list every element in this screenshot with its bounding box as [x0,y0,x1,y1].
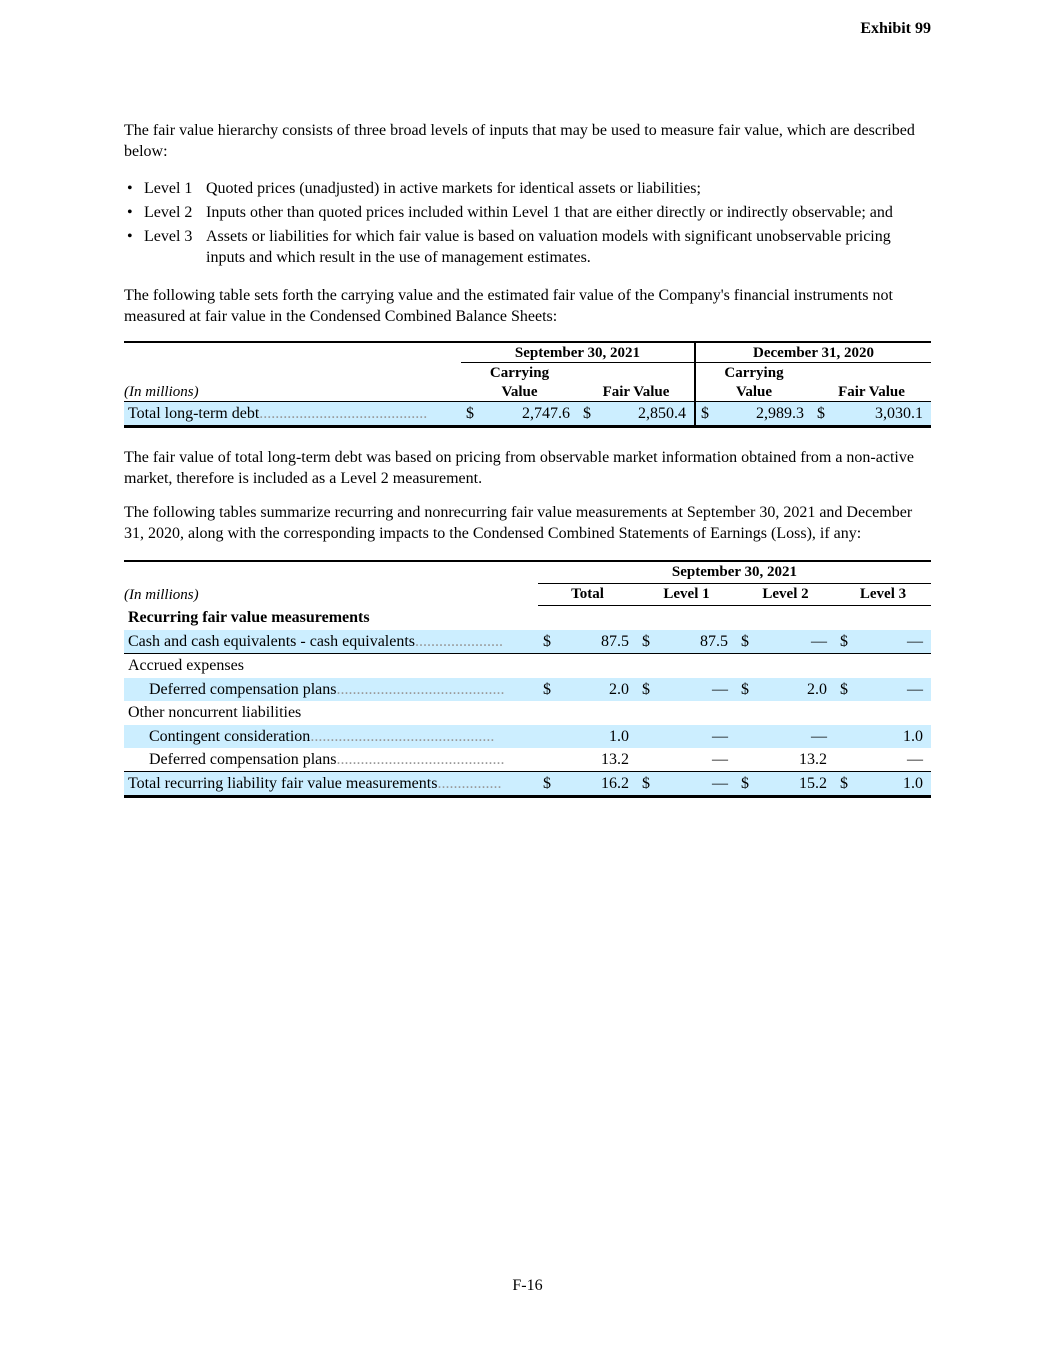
currency-symbol: $ [637,772,659,797]
currency-symbol: $ [736,678,758,701]
exhibit-label: Exhibit 99 [860,20,931,37]
long-term-debt-table [124,341,931,428]
value-level-2: — [758,725,835,748]
col-fair-value: Fair Value [602,383,670,400]
bullet-level-1 [124,178,931,199]
units-label: (In millions) [124,384,199,400]
leader-dots: ................ [437,775,502,792]
bullet-text: Inputs other than quoted prices included within Level 1 that are either directly or indirectly observable; and [206,204,893,221]
col-total: Total [538,584,637,606]
currency-symbol: $ [835,630,857,654]
table-row-cash-equivalents [124,630,931,654]
value-fair-2021: 2,850.4 [600,402,695,427]
row-label: Total long-term debt [128,405,260,422]
leader-dots: ...................... [415,633,504,650]
bullet-text: Quoted prices (unadjusted) in active markets for identical assets or liabilities; [206,180,701,197]
value-level-2: 13.2 [799,751,827,768]
units-label: (In millions) [124,586,199,603]
row-label: Total recurring liability fair value measurements [128,775,438,792]
section-row-other-noncurrent [124,701,931,725]
leader-dots: .............................................. [310,728,495,745]
section-title: Recurring fair value measurements [128,609,370,626]
section-row-recurring [124,606,931,631]
bullet-dot: • [127,180,133,197]
fair-value-measurements-table [124,560,931,798]
col-carrying-line2: Value [695,382,812,402]
bullet-level-2 [124,202,931,223]
currency-symbol: $ [461,402,483,427]
row-label: Cash and cash equivalents - cash equivalents [128,633,416,650]
leader-dots: .......................................... [336,751,505,768]
table-row-total-recurring [124,772,931,797]
currency-symbol: $ [695,402,717,427]
paragraph-table2-intro: The following tables summarize recurring and nonrecurring fair value measurements at September 30, 2021 and December 31, 2020, along with the corresponding impacts to the Condensed Combined Statements of Earnings (Loss), if any: [124,504,913,542]
col-level-3: Level 3 [835,584,931,606]
currency-symbol: $ [637,678,659,701]
bullet-level-name: Level 1 [144,180,193,197]
section-row-accrued [124,654,931,679]
table-row-total-long-term-debt [124,402,931,427]
col-level-2: Level 2 [736,584,835,606]
col-carrying-line2: Value [501,383,538,400]
bullet-text: Assets or liabilities for which fair value is based on valuation models with significant unobservable pricing inputs and which result in the use of management estimates. [206,228,891,266]
value-level-3: — [907,751,923,768]
page-number: F-16 [512,1277,543,1294]
value-total: 2.0 [560,678,637,701]
currency-symbol: $ [637,630,659,654]
value-level-3: 1.0 [857,725,931,748]
value-level-1: — [659,725,736,748]
value-level-2: 15.2 [758,772,835,797]
currency-symbol: $ [538,630,560,654]
row-label: Other noncurrent liabilities [128,704,302,721]
bullet-level-name: Level 3 [144,228,193,245]
value-level-2: 2.0 [758,678,835,701]
value-total: 13.2 [601,751,629,768]
leader-dots: .......................................... [259,405,428,422]
row-label: Accrued expenses [128,657,244,674]
paragraph-hierarchy-intro: The fair value hierarchy consists of three broad levels of inputs that may be used to measure fair value, which are described below: [124,122,915,160]
value-level-3: — [857,630,931,654]
paragraph-debt-fair-value: The fair value of total long-term debt was based on pricing from observable market information obtained from a non-active market, therefore is included as a Level 2 measurement. [124,449,914,487]
currency-symbol: $ [538,772,560,797]
col-level-1: Level 1 [637,584,736,606]
col-fair-value: Fair Value [838,383,905,400]
col-carrying-line1: Carrying [695,363,812,383]
bullet-level-name: Level 2 [144,204,193,221]
col-carrying-line1: Carrying [489,364,550,381]
currency-symbol: $ [736,630,758,654]
value-carrying-2021: 2,747.6 [483,402,578,427]
row-label: Deferred compensation plans [149,681,337,698]
row-label: Deferred compensation plans [149,751,337,768]
value-carrying-2020: 2,989.3 [717,402,812,427]
row-label: Contingent consideration [149,728,311,745]
document-body [124,120,931,798]
currency-symbol: $ [835,772,857,797]
value-level-2: — [758,630,835,654]
value-level-1: 87.5 [659,630,736,654]
paragraph-table1-intro: The following table sets forth the carrying value and the estimated fair value of the Company's financial instruments not measured at fair value in the Condensed Combined Balance Sheets: [124,287,893,325]
value-fair-2020: 3,030.1 [834,402,931,427]
value-level-1: — [659,678,736,701]
leader-dots: .......................................... [336,681,505,698]
table-row-deferred-comp-accrued [124,678,931,701]
group-header-sep-2021: September 30, 2021 [538,561,931,584]
value-level-1: — [659,772,736,797]
bullet-dot: • [127,228,133,245]
bullet-level-3 [124,226,931,268]
value-level-1: — [712,751,728,768]
level-bullet-list [124,178,931,268]
bullet-dot: • [127,204,133,221]
currency-symbol: $ [538,678,560,701]
group-header-dec-2020: December 31, 2020 [695,342,931,363]
value-total: 1.0 [560,725,637,748]
table-row-deferred-comp-noncurrent [124,748,931,772]
currency-symbol: $ [736,772,758,797]
currency-symbol: $ [812,402,834,427]
value-level-3: — [857,678,931,701]
group-header-sep-2021: September 30, 2021 [461,342,695,363]
value-total: 16.2 [560,772,637,797]
value-level-3: 1.0 [857,772,931,797]
currency-symbol: $ [578,402,600,427]
table-row-contingent-consideration [124,725,931,748]
value-total: 87.5 [560,630,637,654]
currency-symbol: $ [835,678,857,701]
